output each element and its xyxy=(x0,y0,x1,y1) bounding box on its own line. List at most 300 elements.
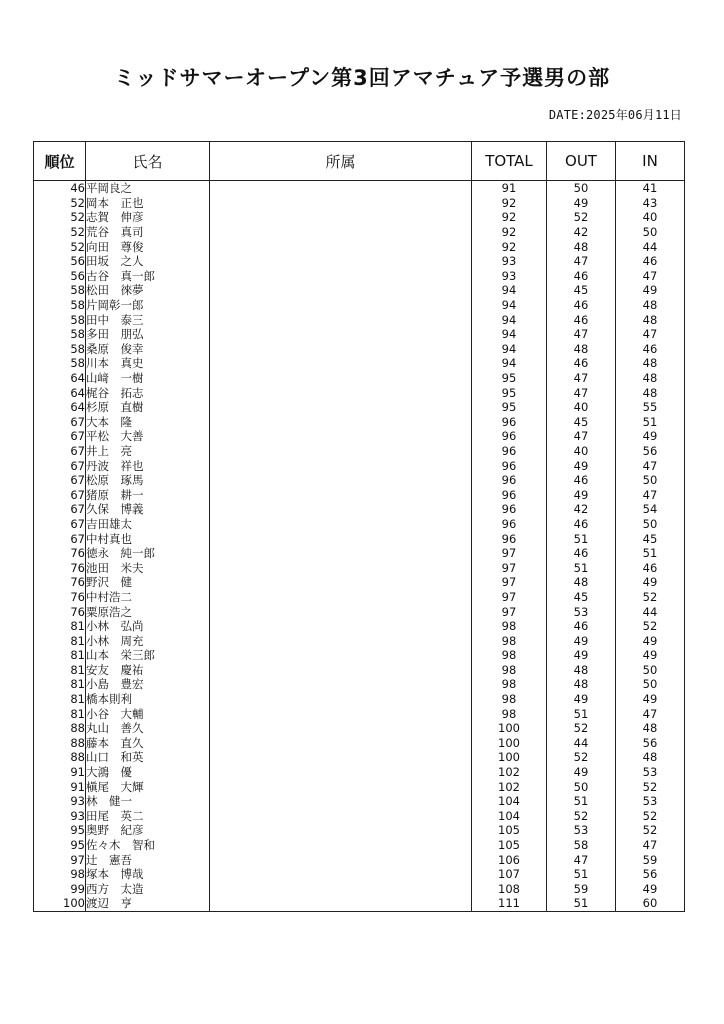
cell-in: 60 xyxy=(616,896,685,911)
cell-out: 50 xyxy=(547,779,616,794)
cell-affiliation xyxy=(210,487,472,502)
cell-total: 94 xyxy=(472,327,547,342)
cell-affiliation xyxy=(210,254,472,269)
table-row xyxy=(34,575,685,590)
cell-total: 98 xyxy=(472,663,547,678)
cell-name: 池田 米夫 xyxy=(86,560,210,575)
cell-name: 林 健一 xyxy=(86,794,210,809)
cell-total: 105 xyxy=(472,823,547,838)
cell-rank: 67 xyxy=(34,502,86,517)
table-row xyxy=(34,838,685,853)
table-row xyxy=(34,692,685,707)
cell-total: 96 xyxy=(472,415,547,430)
table-row xyxy=(34,823,685,838)
cell-in: 52 xyxy=(616,779,685,794)
cell-total: 97 xyxy=(472,575,547,590)
cell-affiliation xyxy=(210,590,472,605)
cell-in: 55 xyxy=(616,400,685,415)
cell-out: 45 xyxy=(547,415,616,430)
cell-affiliation xyxy=(210,560,472,575)
cell-out: 44 xyxy=(547,736,616,751)
cell-out: 47 xyxy=(547,371,616,386)
cell-total: 96 xyxy=(472,502,547,517)
cell-rank: 81 xyxy=(34,677,86,692)
header-out: OUT xyxy=(547,142,616,181)
cell-total: 94 xyxy=(472,283,547,298)
cell-rank: 52 xyxy=(34,239,86,254)
table-row xyxy=(34,531,685,546)
cell-rank: 67 xyxy=(34,487,86,502)
cell-in: 49 xyxy=(616,648,685,663)
cell-out: 51 xyxy=(547,706,616,721)
cell-rank: 81 xyxy=(34,648,86,663)
cell-rank: 95 xyxy=(34,823,86,838)
cell-in: 50 xyxy=(616,225,685,240)
cell-in: 48 xyxy=(616,298,685,313)
cell-name: 小林 弘尚 xyxy=(86,619,210,634)
cell-out: 48 xyxy=(547,342,616,357)
table-row xyxy=(34,560,685,575)
table-row xyxy=(34,371,685,386)
cell-total: 107 xyxy=(472,867,547,882)
cell-name: 杉原 直樹 xyxy=(86,400,210,415)
cell-affiliation xyxy=(210,385,472,400)
cell-total: 104 xyxy=(472,809,547,824)
cell-rank: 91 xyxy=(34,765,86,780)
cell-affiliation xyxy=(210,896,472,911)
cell-out: 42 xyxy=(547,502,616,517)
cell-affiliation xyxy=(210,400,472,415)
table-row xyxy=(34,225,685,240)
cell-rank: 81 xyxy=(34,663,86,678)
cell-name: 久保 博義 xyxy=(86,502,210,517)
cell-in: 54 xyxy=(616,502,685,517)
cell-rank: 88 xyxy=(34,736,86,751)
cell-total: 98 xyxy=(472,692,547,707)
table-row xyxy=(34,415,685,430)
table-row xyxy=(34,269,685,284)
cell-in: 49 xyxy=(616,429,685,444)
cell-rank: 67 xyxy=(34,517,86,532)
cell-out: 51 xyxy=(547,794,616,809)
cell-name: 塚本 博哉 xyxy=(86,867,210,882)
cell-in: 48 xyxy=(616,721,685,736)
cell-affiliation xyxy=(210,867,472,882)
cell-affiliation xyxy=(210,809,472,824)
cell-out: 49 xyxy=(547,765,616,780)
header-name: 氏名 xyxy=(86,142,210,181)
cell-total: 94 xyxy=(472,342,547,357)
cell-in: 56 xyxy=(616,867,685,882)
cell-affiliation xyxy=(210,794,472,809)
cell-rank: 52 xyxy=(34,225,86,240)
cell-out: 48 xyxy=(547,239,616,254)
cell-total: 98 xyxy=(472,619,547,634)
cell-affiliation xyxy=(210,838,472,853)
table-row xyxy=(34,327,685,342)
cell-out: 48 xyxy=(547,575,616,590)
cell-affiliation xyxy=(210,648,472,663)
cell-rank: 67 xyxy=(34,531,86,546)
cell-rank: 58 xyxy=(34,342,86,357)
cell-in: 48 xyxy=(616,312,685,327)
cell-name: 井上 亮 xyxy=(86,444,210,459)
cell-in: 46 xyxy=(616,342,685,357)
table-row xyxy=(34,779,685,794)
cell-name: 渡辺 亨 xyxy=(86,896,210,911)
header-in: IN xyxy=(616,142,685,181)
table-row xyxy=(34,458,685,473)
cell-out: 52 xyxy=(547,809,616,824)
cell-total: 94 xyxy=(472,312,547,327)
cell-rank: 81 xyxy=(34,633,86,648)
cell-affiliation xyxy=(210,677,472,692)
table-row xyxy=(34,590,685,605)
cell-in: 45 xyxy=(616,531,685,546)
cell-out: 46 xyxy=(547,356,616,371)
table-row xyxy=(34,502,685,517)
cell-out: 47 xyxy=(547,429,616,444)
table-row xyxy=(34,356,685,371)
cell-total: 94 xyxy=(472,298,547,313)
cell-rank: 93 xyxy=(34,809,86,824)
cell-in: 52 xyxy=(616,823,685,838)
table-row xyxy=(34,765,685,780)
table-row xyxy=(34,298,685,313)
cell-in: 46 xyxy=(616,560,685,575)
cell-in: 59 xyxy=(616,852,685,867)
cell-affiliation xyxy=(210,721,472,736)
cell-total: 100 xyxy=(472,736,547,751)
cell-total: 91 xyxy=(472,181,547,196)
table-row xyxy=(34,254,685,269)
table-row xyxy=(34,721,685,736)
cell-out: 51 xyxy=(547,896,616,911)
cell-affiliation xyxy=(210,517,472,532)
cell-affiliation xyxy=(210,283,472,298)
table-row xyxy=(34,896,685,911)
cell-affiliation xyxy=(210,210,472,225)
cell-rank: 67 xyxy=(34,444,86,459)
table-row xyxy=(34,473,685,488)
table-row xyxy=(34,444,685,459)
cell-name: 田尾 英二 xyxy=(86,809,210,824)
table-row xyxy=(34,736,685,751)
cell-total: 105 xyxy=(472,838,547,853)
cell-rank: 81 xyxy=(34,692,86,707)
cell-affiliation xyxy=(210,269,472,284)
cell-in: 41 xyxy=(616,181,685,196)
date-label: DATE:2025年06月11日 xyxy=(548,108,682,122)
cell-name: 古谷 真一郎 xyxy=(86,269,210,284)
cell-in: 47 xyxy=(616,458,685,473)
table-row xyxy=(34,517,685,532)
cell-name: 小島 豊宏 xyxy=(86,677,210,692)
table-row xyxy=(34,429,685,444)
cell-name: 多田 朋弘 xyxy=(86,327,210,342)
table-row xyxy=(34,809,685,824)
cell-out: 52 xyxy=(547,750,616,765)
cell-name: 西方 太造 xyxy=(86,882,210,897)
cell-out: 49 xyxy=(547,458,616,473)
cell-name: 大本 隆 xyxy=(86,415,210,430)
cell-rank: 76 xyxy=(34,575,86,590)
header-affiliation: 所属 xyxy=(210,142,472,181)
cell-in: 49 xyxy=(616,633,685,648)
table-row xyxy=(34,604,685,619)
cell-name: 松田 徠夢 xyxy=(86,283,210,298)
cell-total: 96 xyxy=(472,531,547,546)
cell-in: 49 xyxy=(616,283,685,298)
cell-in: 48 xyxy=(616,385,685,400)
cell-affiliation xyxy=(210,663,472,678)
table-row xyxy=(34,181,685,196)
cell-affiliation xyxy=(210,415,472,430)
cell-name: 山﨑 一樹 xyxy=(86,371,210,386)
cell-name: 川本 真史 xyxy=(86,356,210,371)
cell-name: 田中 泰三 xyxy=(86,312,210,327)
cell-name: 荒谷 真司 xyxy=(86,225,210,240)
cell-total: 96 xyxy=(472,473,547,488)
cell-affiliation xyxy=(210,473,472,488)
cell-rank: 64 xyxy=(34,385,86,400)
cell-rank: 67 xyxy=(34,473,86,488)
cell-total: 97 xyxy=(472,546,547,561)
cell-out: 51 xyxy=(547,531,616,546)
cell-rank: 46 xyxy=(34,181,86,196)
cell-rank: 81 xyxy=(34,619,86,634)
cell-in: 40 xyxy=(616,210,685,225)
cell-affiliation xyxy=(210,298,472,313)
cell-affiliation xyxy=(210,882,472,897)
cell-rank: 100 xyxy=(34,896,86,911)
cell-rank: 58 xyxy=(34,327,86,342)
cell-affiliation xyxy=(210,371,472,386)
table-body xyxy=(34,181,685,912)
cell-in: 50 xyxy=(616,517,685,532)
cell-affiliation xyxy=(210,342,472,357)
cell-affiliation xyxy=(210,736,472,751)
cell-affiliation xyxy=(210,852,472,867)
cell-name: 松原 琢馬 xyxy=(86,473,210,488)
table-row xyxy=(34,633,685,648)
cell-name: 中村真也 xyxy=(86,531,210,546)
cell-total: 97 xyxy=(472,604,547,619)
cell-total: 98 xyxy=(472,677,547,692)
cell-rank: 91 xyxy=(34,779,86,794)
cell-total: 102 xyxy=(472,779,547,794)
cell-total: 96 xyxy=(472,444,547,459)
table-row xyxy=(34,196,685,211)
cell-total: 96 xyxy=(472,429,547,444)
cell-affiliation xyxy=(210,181,472,196)
cell-name: 徳永 純一郎 xyxy=(86,546,210,561)
cell-out: 40 xyxy=(547,444,616,459)
cell-affiliation xyxy=(210,633,472,648)
cell-affiliation xyxy=(210,546,472,561)
cell-total: 98 xyxy=(472,633,547,648)
table-row xyxy=(34,852,685,867)
cell-in: 50 xyxy=(616,473,685,488)
cell-name: 丸山 善久 xyxy=(86,721,210,736)
cell-out: 59 xyxy=(547,882,616,897)
cell-affiliation xyxy=(210,239,472,254)
table-row xyxy=(34,794,685,809)
cell-out: 53 xyxy=(547,604,616,619)
cell-rank: 67 xyxy=(34,429,86,444)
cell-rank: 67 xyxy=(34,415,86,430)
cell-out: 49 xyxy=(547,692,616,707)
cell-rank: 52 xyxy=(34,196,86,211)
cell-total: 92 xyxy=(472,225,547,240)
cell-out: 53 xyxy=(547,823,616,838)
cell-total: 97 xyxy=(472,590,547,605)
cell-total: 111 xyxy=(472,896,547,911)
cell-out: 45 xyxy=(547,283,616,298)
cell-in: 47 xyxy=(616,487,685,502)
cell-total: 100 xyxy=(472,750,547,765)
cell-in: 44 xyxy=(616,239,685,254)
cell-affiliation xyxy=(210,604,472,619)
cell-name: 槇尾 大輝 xyxy=(86,779,210,794)
cell-in: 50 xyxy=(616,663,685,678)
table-header-row xyxy=(34,142,685,181)
cell-out: 46 xyxy=(547,546,616,561)
cell-in: 51 xyxy=(616,546,685,561)
cell-total: 98 xyxy=(472,706,547,721)
table-row xyxy=(34,342,685,357)
cell-out: 49 xyxy=(547,648,616,663)
cell-out: 49 xyxy=(547,487,616,502)
cell-out: 47 xyxy=(547,385,616,400)
cell-name: 粟原浩之 xyxy=(86,604,210,619)
cell-out: 47 xyxy=(547,852,616,867)
table-row xyxy=(34,619,685,634)
cell-total: 92 xyxy=(472,196,547,211)
cell-rank: 58 xyxy=(34,356,86,371)
table-row xyxy=(34,546,685,561)
cell-in: 49 xyxy=(616,575,685,590)
cell-affiliation xyxy=(210,429,472,444)
cell-out: 46 xyxy=(547,473,616,488)
cell-in: 46 xyxy=(616,254,685,269)
cell-total: 104 xyxy=(472,794,547,809)
cell-affiliation xyxy=(210,619,472,634)
cell-affiliation xyxy=(210,706,472,721)
table-row xyxy=(34,663,685,678)
cell-total: 98 xyxy=(472,648,547,663)
cell-name: 小谷 大輔 xyxy=(86,706,210,721)
cell-rank: 67 xyxy=(34,458,86,473)
cell-name: 大鴻 優 xyxy=(86,765,210,780)
cell-in: 51 xyxy=(616,415,685,430)
cell-in: 52 xyxy=(616,809,685,824)
cell-in: 52 xyxy=(616,590,685,605)
table-row xyxy=(34,867,685,882)
cell-name: 橋本則利 xyxy=(86,692,210,707)
table-row xyxy=(34,677,685,692)
cell-rank: 56 xyxy=(34,254,86,269)
cell-affiliation xyxy=(210,444,472,459)
cell-out: 49 xyxy=(547,633,616,648)
cell-name: 小林 周充 xyxy=(86,633,210,648)
cell-name: 藤本 直久 xyxy=(86,736,210,751)
cell-affiliation xyxy=(210,765,472,780)
cell-rank: 76 xyxy=(34,604,86,619)
cell-rank: 58 xyxy=(34,283,86,298)
cell-name: 山口 和英 xyxy=(86,750,210,765)
cell-in: 53 xyxy=(616,794,685,809)
cell-name: 野沢 健 xyxy=(86,575,210,590)
table-row xyxy=(34,706,685,721)
cell-total: 108 xyxy=(472,882,547,897)
cell-total: 96 xyxy=(472,517,547,532)
cell-total: 100 xyxy=(472,721,547,736)
cell-out: 42 xyxy=(547,225,616,240)
cell-out: 51 xyxy=(547,867,616,882)
cell-out: 45 xyxy=(547,590,616,605)
cell-total: 106 xyxy=(472,852,547,867)
cell-rank: 97 xyxy=(34,852,86,867)
cell-out: 51 xyxy=(547,560,616,575)
cell-out: 47 xyxy=(547,327,616,342)
cell-affiliation xyxy=(210,327,472,342)
cell-rank: 88 xyxy=(34,750,86,765)
table-row xyxy=(34,882,685,897)
cell-rank: 64 xyxy=(34,400,86,415)
cell-in: 49 xyxy=(616,882,685,897)
cell-rank: 64 xyxy=(34,371,86,386)
cell-in: 56 xyxy=(616,736,685,751)
cell-rank: 88 xyxy=(34,721,86,736)
cell-name: 中村浩二 xyxy=(86,590,210,605)
cell-affiliation xyxy=(210,356,472,371)
cell-out: 49 xyxy=(547,196,616,211)
cell-total: 93 xyxy=(472,269,547,284)
cell-total: 92 xyxy=(472,239,547,254)
cell-rank: 58 xyxy=(34,312,86,327)
cell-name: 平松 大善 xyxy=(86,429,210,444)
cell-total: 97 xyxy=(472,560,547,575)
cell-in: 56 xyxy=(616,444,685,459)
cell-affiliation xyxy=(210,750,472,765)
header-total: TOTAL xyxy=(472,142,547,181)
table-row xyxy=(34,400,685,415)
table-row xyxy=(34,385,685,400)
cell-affiliation xyxy=(210,458,472,473)
cell-out: 58 xyxy=(547,838,616,853)
cell-name: 田坂 之人 xyxy=(86,254,210,269)
cell-affiliation xyxy=(210,531,472,546)
page-title: ミッドサマーオープン第3回アマチュア予選男の部 xyxy=(113,66,611,90)
cell-affiliation xyxy=(210,823,472,838)
cell-affiliation xyxy=(210,692,472,707)
cell-out: 48 xyxy=(547,663,616,678)
cell-name: 山本 栄三郎 xyxy=(86,648,210,663)
table-row xyxy=(34,487,685,502)
cell-total: 95 xyxy=(472,385,547,400)
cell-out: 47 xyxy=(547,254,616,269)
cell-out: 46 xyxy=(547,517,616,532)
table-row xyxy=(34,210,685,225)
cell-rank: 56 xyxy=(34,269,86,284)
cell-name: 佐々木 智和 xyxy=(86,838,210,853)
cell-in: 52 xyxy=(616,619,685,634)
cell-rank: 76 xyxy=(34,560,86,575)
cell-name: 辻 憲吾 xyxy=(86,852,210,867)
cell-name: 安友 慶祐 xyxy=(86,663,210,678)
cell-in: 43 xyxy=(616,196,685,211)
